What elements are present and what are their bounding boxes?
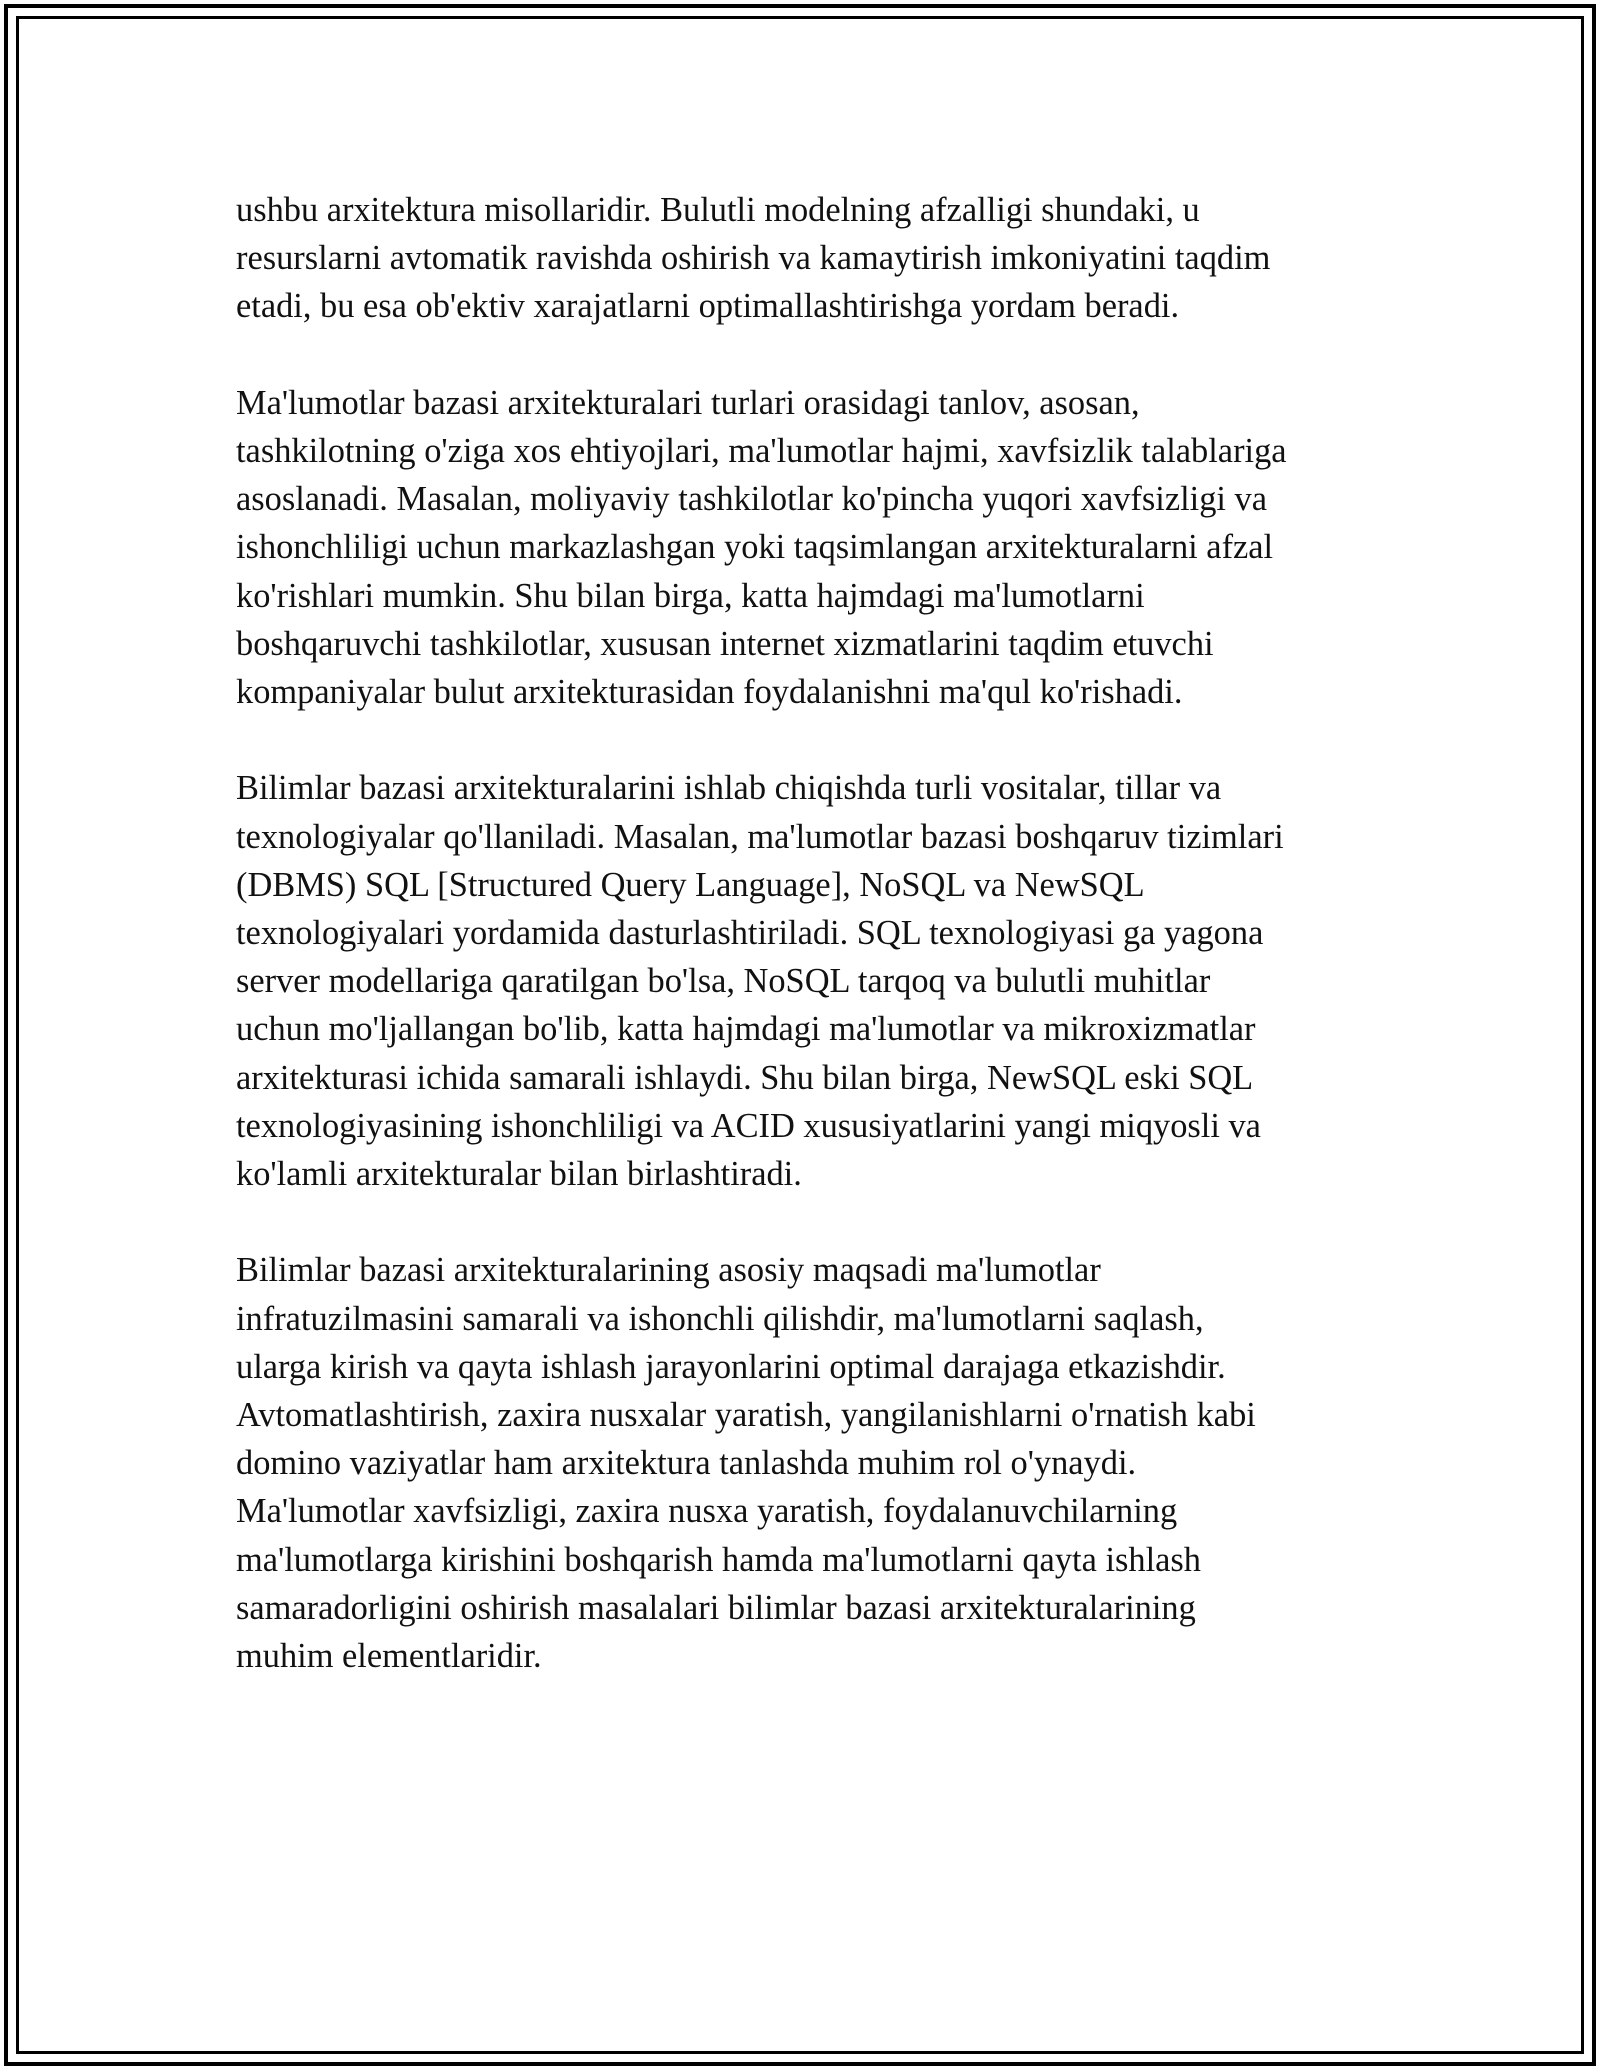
paragraph-2 [236,379,1416,716]
text-line: ko'rishlari mumkin. Shu bilan birga, katta hajmdagi ma'lumotlarni [236,576,1145,615]
text-line: (DBMS) SQL [Structured Query Language], NoSQL va NewSQL [236,865,1145,904]
text-line: uchun mo'ljallangan bo'lib, katta hajmdagi ma'lumotlar va mikroxizmatlar [236,1010,1256,1049]
text-line: etadi, bu esa ob'ektiv xarajatlarni optimallashtirishga yordam beradi. [236,287,1180,326]
text-line: domino vaziyatlar ham arxitektura tanlashda muhim rol o'ynaydi. [236,1444,1137,1483]
text-line: infratuzilmasini samarali va ishonchli qilishdir, ma'lumotlarni saqlash, [236,1299,1204,1338]
text-line: ushbu arxitektura misollaridir. Bulutli modelning afzalligi shundaki, u [236,191,1200,229]
text-line: texnologiyalar qo'llaniladi. Masalan, ma'lumotlar bazasi boshqaruv tizimlari [236,817,1284,856]
text-line: texnologiyalari yordamida dasturlashtiriladi. SQL texnologiyasi ga yagona [236,914,1264,953]
text-line: boshqaruvchi tashkilotlar, xususan internet xizmatlarini taqdim etuvchi [236,624,1214,663]
text-line: ularga kirish va qayta ishlash jarayonlarini optimal darajaga etkazishdir. [236,1347,1226,1386]
paragraph-4 [236,1246,1416,1680]
text-line: tashkilotning o'ziga xos ehtiyojlari, ma'lumotlar hajmi, xavfsizlik talablariga [236,432,1287,470]
text-line: kompaniyalar bulut arxitekturasidan foydalanishni ma'qul ko'rishadi. [236,673,1183,712]
text-line: arxitekturasi ichida samarali ishlaydi. Shu bilan birga, NewSQL eski SQL [236,1058,1254,1097]
text-line: ma'lumotlarga kirishini boshqarish hamda ma'lumotlarni qayta ishlash [236,1540,1201,1579]
text-line: Ma'lumotlar bazasi arxitekturalari turlari orasidagi tanlov, asosan, [236,383,1140,422]
text-line: asoslanadi. Masalan, moliyaviy tashkilotlar ko'pincha yuqori xavfsizligi va [236,480,1267,519]
document-body [236,186,1416,1728]
text-line: Bilimlar bazasi arxitekturalarining asosiy maqsadi ma'lumotlar [236,1251,1101,1290]
text-line: samaradorligini oshirish masalalari bilimlar bazasi arxitekturalarining [236,1588,1196,1627]
text-line: ko'lamli arxitekturalar bilan birlashtiradi. [236,1155,802,1194]
text-line: Ma'lumotlar xavfsizligi, zaxira nusxa yaratish, foydalanuvchilarning [236,1492,1178,1531]
text-line: Bilimlar bazasi arxitekturalarini ishlab chiqishda turli vositalar, tillar va [236,769,1222,808]
text-line: resurslarni avtomatik ravishda oshirish va kamaytirish imkoniyatini taqdim [236,239,1271,278]
text-line: Avtomatlashtirish, zaxira nusxalar yaratish, yangilanishlarni o'rnatish kabi [236,1396,1256,1435]
text-line: server modellariga qaratilgan bo'lsa, NoSQL tarqoq va bulutli muhitlar [236,962,1211,1001]
paragraph-3 [236,764,1416,1198]
paragraph-1 [236,186,1416,331]
text-line: ishonchliligi uchun markazlashgan yoki taqsimlangan arxitekturalarni afzal [236,528,1274,567]
text-line: texnologiyasining ishonchliligi va ACID xususiyatlarini yangi miqyosli va [236,1106,1261,1145]
text-line: muhim elementlaridir. [236,1637,542,1676]
